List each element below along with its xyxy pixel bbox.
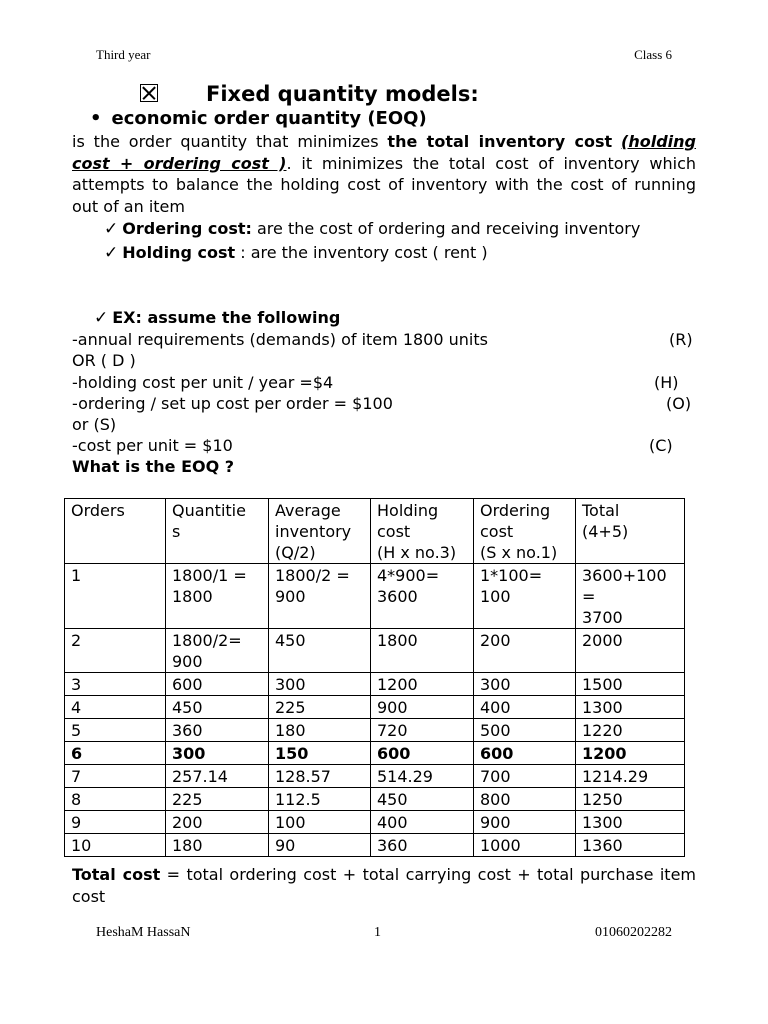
example-line: or (S)	[72, 415, 117, 434]
table-cell: 8	[65, 788, 166, 811]
example-line: OR ( D )	[72, 351, 136, 370]
definition-term: Ordering cost:	[122, 219, 252, 238]
table-row	[65, 788, 685, 811]
table-cell: 225	[166, 788, 269, 811]
footer-phone: 01060202282	[595, 925, 672, 940]
table-cell: 720	[371, 719, 474, 742]
intro-bold: the total inventory cost	[387, 132, 613, 151]
total-cost-label: Total cost	[72, 865, 161, 884]
total-cost-text: = total ordering cost + total carrying cost + total purchase item cost	[72, 865, 696, 906]
example-code: (R)	[669, 330, 693, 349]
table-cell: 500	[474, 719, 576, 742]
table-cell: 3600+100 = 3700	[576, 564, 685, 629]
table-cell: 300	[269, 673, 371, 696]
table-cell: 1800	[371, 629, 474, 673]
table-cell: 1800/2= 900	[166, 629, 269, 673]
example-line: -annual requirements (demands) of item 1800 units	[72, 330, 488, 349]
table-cell: 1200	[371, 673, 474, 696]
table-cell: 360	[371, 834, 474, 857]
table-cell: 112.5	[269, 788, 371, 811]
intro-paragraph	[72, 131, 696, 217]
definition-term: Holding cost	[122, 243, 236, 262]
table-cell: 10	[65, 834, 166, 857]
table-cell: 4	[65, 696, 166, 719]
example-heading-text: EX: assume the following	[112, 308, 341, 327]
example-question: What is the EOQ ?	[72, 457, 235, 476]
table-cell: 2000	[576, 629, 685, 673]
table-row	[65, 811, 685, 834]
table-cell: 600	[166, 673, 269, 696]
table-cell: 700	[474, 765, 576, 788]
table-header-cell: Orders	[65, 499, 166, 564]
total-cost-paragraph	[72, 864, 696, 907]
table-cell: 1	[65, 564, 166, 629]
example-code: (C)	[649, 436, 673, 455]
table-cell: 1200	[576, 742, 685, 765]
checkmark-icon: ✓	[94, 308, 109, 328]
subtitle-text: economic order quantity (EOQ)	[111, 108, 427, 129]
eoq-table	[64, 498, 685, 857]
definition-ordering	[104, 219, 640, 239]
bullet-icon: •	[90, 108, 102, 129]
table-row	[65, 719, 685, 742]
table-cell: 90	[269, 834, 371, 857]
table-cell: 1000	[474, 834, 576, 857]
table-cell: 225	[269, 696, 371, 719]
table-cell: 300	[166, 742, 269, 765]
table-cell: 5	[65, 719, 166, 742]
checkbox-x-icon	[140, 84, 158, 102]
intro-underlined: (holding cost + ordering cost )	[72, 132, 696, 173]
table-cell: 600	[474, 742, 576, 765]
subtitle	[90, 108, 427, 129]
table-header-row	[65, 499, 685, 564]
table-cell: 400	[371, 811, 474, 834]
table-cell: 1500	[576, 673, 685, 696]
table-cell: 128.57	[269, 765, 371, 788]
table-cell: 180	[269, 719, 371, 742]
table-cell: 514.29	[371, 765, 474, 788]
title-text: Fixed quantity models:	[206, 82, 479, 106]
table-cell: 300	[474, 673, 576, 696]
table-cell: 360	[166, 719, 269, 742]
checkmark-icon: ✓	[104, 219, 119, 239]
table-cell: 3	[65, 673, 166, 696]
intro-lead: is the order quantity that minimizes	[72, 132, 388, 151]
example-line: -cost per unit = $10	[72, 436, 233, 455]
table-cell: 1220	[576, 719, 685, 742]
footer-author: HeshaM HassaN	[96, 925, 191, 940]
table-cell: 200	[166, 811, 269, 834]
table-cell: 6	[65, 742, 166, 765]
definition-text: are the cost of ordering and receiving inventory	[251, 219, 641, 238]
table-cell: 450	[269, 629, 371, 673]
footer-page-number: 1	[374, 925, 381, 940]
header-right: Class 6	[634, 47, 672, 62]
table-cell: 150	[269, 742, 371, 765]
table-row	[65, 564, 685, 629]
table-cell: 1300	[576, 696, 685, 719]
table-header-cell: Total (4+5)	[576, 499, 685, 564]
table-cell: 1360	[576, 834, 685, 857]
table-cell: 9	[65, 811, 166, 834]
header-left: Third year	[96, 47, 151, 62]
table-cell: 2	[65, 629, 166, 673]
table-row	[65, 742, 685, 765]
checkmark-icon: ✓	[104, 243, 119, 263]
table-cell: 400	[474, 696, 576, 719]
table-header-cell: Holding cost (H x no.3)	[371, 499, 474, 564]
table-cell: 200	[474, 629, 576, 673]
example-code: (O)	[666, 394, 692, 413]
table-cell: 600	[371, 742, 474, 765]
table-cell: 450	[166, 696, 269, 719]
example-heading	[94, 308, 340, 328]
table-cell: 100	[269, 811, 371, 834]
table-row	[65, 765, 685, 788]
table-cell: 900	[371, 696, 474, 719]
table-header-cell: Ordering cost (S x no.1)	[474, 499, 576, 564]
table-cell: 800	[474, 788, 576, 811]
table-cell: 450	[371, 788, 474, 811]
table-row	[65, 696, 685, 719]
table-cell: 1800/2 = 900	[269, 564, 371, 629]
table-cell: 1250	[576, 788, 685, 811]
table-row	[65, 834, 685, 857]
table-cell: 1800/1 = 1800	[166, 564, 269, 629]
example-code: (H)	[654, 373, 679, 392]
table-header-cell: Quantitie s	[166, 499, 269, 564]
example-line: -holding cost per unit / year =$4	[72, 373, 334, 392]
example-line: -ordering / set up cost per order = $100	[72, 394, 393, 413]
table-cell: 4*900= 3600	[371, 564, 474, 629]
table-cell: 180	[166, 834, 269, 857]
table-cell: 900	[474, 811, 576, 834]
definition-holding	[104, 243, 488, 263]
table-header-cell: Average inventory (Q/2)	[269, 499, 371, 564]
table-row	[65, 673, 685, 696]
table-cell: 257.14	[166, 765, 269, 788]
table-row	[65, 629, 685, 673]
definition-text: : are the inventory cost ( rent )	[235, 243, 488, 262]
intro-rest: . it minimizes the total cost of inventory which attempts to balance the holding cost of inventory with the cost of running out of an item	[72, 153, 697, 216]
table-cell: 7	[65, 765, 166, 788]
section-title	[140, 82, 479, 106]
table-cell: 1214.29	[576, 765, 685, 788]
table-cell: 1300	[576, 811, 685, 834]
table-cell: 1*100= 100	[474, 564, 576, 629]
